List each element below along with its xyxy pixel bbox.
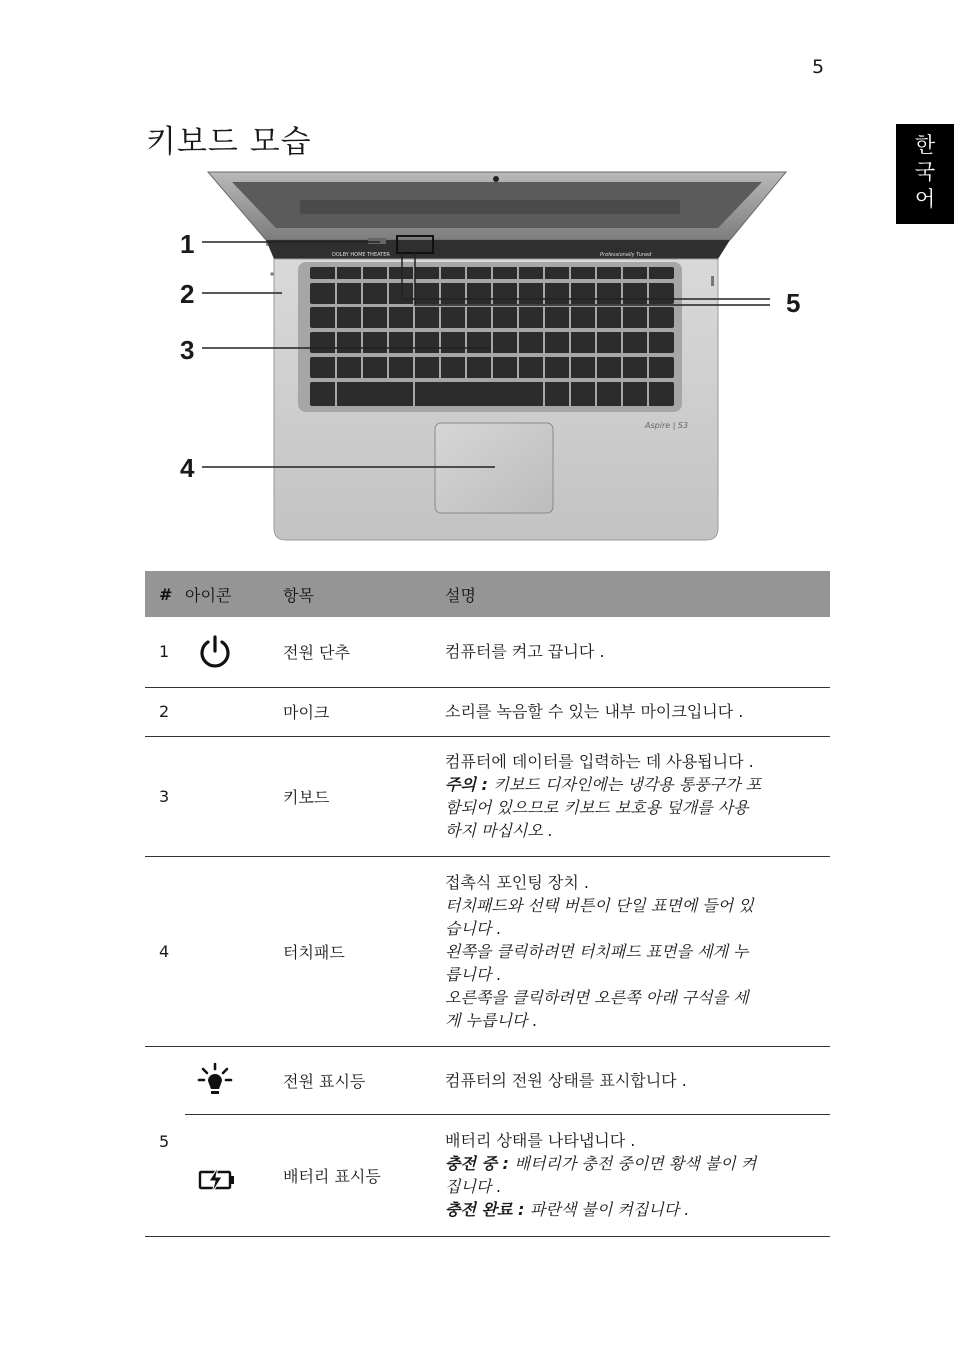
callout-1: 1 — [180, 229, 195, 259]
row-desc-line: 컴퓨터에 데이터를 입력하는 데 사용됩니다 . — [445, 752, 754, 771]
charged-label: 충전 완료 : — [445, 1200, 530, 1219]
table-row — [145, 856, 830, 1046]
row-item: 배터리 표시등 — [283, 1114, 445, 1236]
row-desc-line: 왼쪽을 클릭하려면 터치패드 표면을 세게 누 — [445, 941, 749, 961]
hinge-label: Professionally Tuned — [600, 252, 652, 258]
row-desc-line: 터치패드와 선택 버튼이 단일 표면에 들어 있 — [445, 895, 754, 915]
laptop-illustration — [170, 166, 820, 556]
row-desc-line: 오른쪽을 클릭하려면 오른쪽 아래 구석을 세 — [445, 987, 749, 1007]
row-desc-line — [445, 1198, 816, 1221]
row-desc-line: 하지 마십시오 . — [445, 821, 553, 840]
callout-2: 2 — [180, 279, 195, 309]
lid-reflection-keys — [300, 200, 680, 214]
row-num: 2 — [145, 687, 185, 736]
brand-label: Aspire | S3 — [645, 421, 689, 430]
row-desc-line: 함되어 있으므로 키보드 보호용 덮개를 사용 — [445, 798, 749, 817]
row-desc-line: 릅니다 . — [445, 964, 502, 984]
row-item: 키보드 — [283, 736, 445, 856]
row-num: 5 — [145, 1046, 185, 1236]
table-row — [145, 1046, 830, 1114]
table-row — [145, 1114, 830, 1236]
row-item: 마이크 — [283, 687, 445, 736]
row-item: 터치패드 — [283, 856, 445, 1046]
power-light-icon — [197, 1062, 233, 1098]
keyboard-spec-table — [145, 571, 830, 1237]
row-desc-line: 접촉식 포인팅 장치 . — [445, 872, 589, 892]
side-indicator — [711, 276, 714, 286]
row-num: 3 — [145, 736, 185, 856]
row-desc-line: 배터리 상태를 나타냅니다 . — [445, 1131, 636, 1150]
header-icon: 아이콘 — [185, 571, 283, 617]
row-num: 1 — [145, 617, 185, 687]
table-row — [145, 736, 830, 856]
row-item: 전원 표시등 — [283, 1046, 445, 1114]
touchpad[interactable] — [435, 423, 553, 513]
microphone — [270, 272, 273, 275]
language-tab-char: 어 — [914, 187, 936, 211]
page-title: 키보드 모습 — [146, 124, 312, 160]
page-number: 5 — [812, 56, 825, 78]
table-header-row — [145, 571, 830, 617]
callout-4: 4 — [180, 453, 195, 483]
row-item: 전원 단추 — [283, 617, 445, 687]
language-tab-char: 국 — [914, 160, 936, 184]
note-text: 키보드 디자인에는 냉각용 통풍구가 포 — [493, 775, 762, 794]
power-button[interactable] — [368, 238, 386, 244]
laptop-figure — [170, 166, 820, 556]
row-desc-line — [445, 1152, 816, 1175]
header-item: 항목 — [283, 571, 445, 617]
callout-5: 5 — [786, 288, 801, 318]
language-tab-char: 한 — [914, 133, 936, 157]
webcam — [493, 176, 499, 182]
speaker-label: DOLBY HOME THEATER — [332, 252, 390, 258]
row-desc-line — [445, 773, 816, 796]
row-desc-line: 컴퓨터의 전원 상태를 표시합니다 . — [445, 1070, 687, 1090]
callout-3: 3 — [180, 335, 195, 365]
row-desc-line: 컴퓨터를 켜고 끕니다 . — [445, 642, 605, 662]
row-desc-line: 습니다 . — [445, 918, 502, 938]
row-desc-line: 게 누릅니다 . — [445, 1010, 538, 1030]
battery-charging-icon — [197, 1166, 237, 1194]
note-label: 주의 : — [445, 775, 494, 794]
charging-text: 배터리가 충전 중이면 황색 불이 켜 — [514, 1154, 757, 1173]
row-desc-line: 소리를 녹음할 수 있는 내부 마이크입니다 . — [445, 702, 744, 721]
charged-text: 파란색 불이 켜집니다 . — [529, 1200, 690, 1219]
language-tab — [896, 124, 954, 224]
header-num: # — [145, 571, 185, 617]
header-desc: 설명 — [445, 571, 830, 617]
row-desc-line: 집니다 . — [445, 1177, 502, 1196]
table-row — [145, 617, 830, 687]
row-num: 4 — [145, 856, 185, 1046]
charging-label: 충전 중 : — [445, 1154, 515, 1173]
power-icon — [197, 634, 233, 670]
table-row — [145, 687, 830, 736]
